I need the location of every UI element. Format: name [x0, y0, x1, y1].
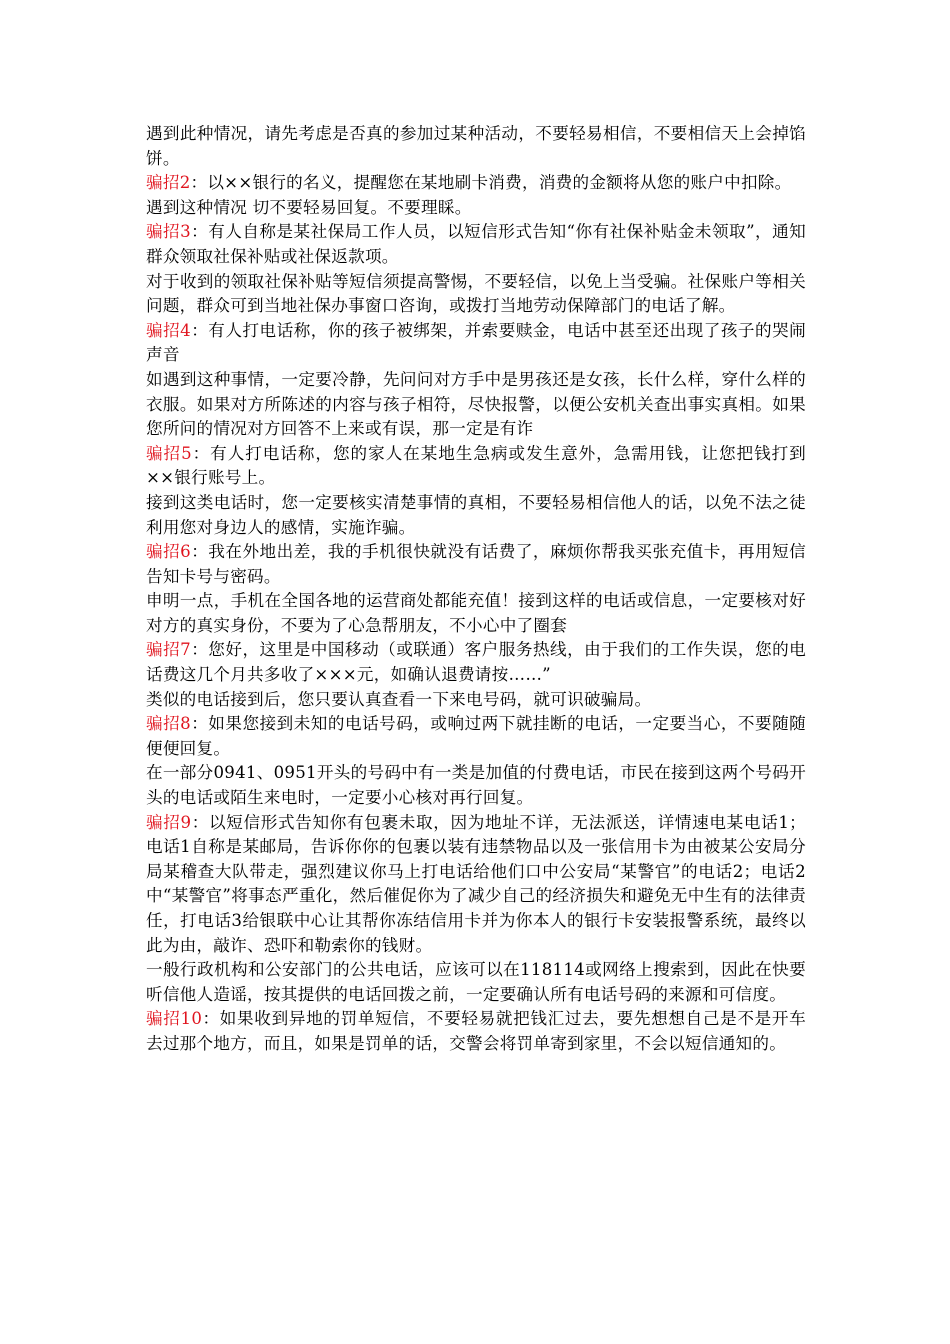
paragraph-text: 遇到这种情况 切不要轻易回复。不要理睬。 [146, 197, 472, 217]
scam-number: 10 [180, 1009, 203, 1029]
scam-paragraph [146, 171, 806, 196]
scam-number: 2 [179, 173, 191, 193]
paragraph-text: 如遇到这种事情，一定要冷静，先问问对方手中是男孩还是女孩，长什么样，穿什么样的衣服。如果对方所陈述的内容与孩子相符，尽快报警，以便公安机关查出事实真相。如果您所问的情况对方回答不上来或有误，那一定是有诈 [146, 369, 806, 439]
paragraph-text: ：有人自称是某社保局工作人员，以短信形式告知“你有社保补贴金未领取”，通知群众领取社保补贴或社保返款项。 [146, 222, 806, 266]
paragraph-text: ：如果您接到未知的电话号码，或响过两下就挂断的电话，一定要当心，不要随随便便回复。 [146, 714, 807, 758]
scam-paragraph [146, 1007, 806, 1056]
scam-label: 骗招 [146, 173, 180, 193]
advice-paragraph [146, 688, 806, 713]
advice-paragraph [146, 589, 806, 638]
scam-paragraph [146, 442, 806, 491]
advice-paragraph [146, 958, 806, 1007]
paragraph-text: ：以短信形式告知你有包裹未取，因为地址不详，无法派送，详情速电某电话1；电话1自称是某邮局，告诉你你的包裹以装有违禁物品以及一张信用卡为由被某公安局分局某稽查大队带走，强烈建议你马上打电话给他们口中公安局“某警官”的电话2；电话2中“某警官”将事态严重化，然后催促你为了减少自己的经济损失和避免无中生有的法律责任，打电话3给银联中心让其帮你冻结信用卡并为你本人的银行卡安装报警系统，最终以此为由，敲诈、恐吓和勒索你的钱财。 [146, 812, 807, 955]
scam-label: 骗招 [146, 640, 181, 660]
scam-label: 骗招 [146, 812, 181, 832]
scam-number: 5 [181, 443, 192, 463]
paragraph-text: ：我在外地出差，我的手机很快就没有话费了，麻烦你帮我买张充值卡，再用短信告知卡号与密码。 [146, 542, 807, 586]
scam-number: 7 [180, 640, 191, 660]
paragraph-text: 对于收到的领取社保补贴等短信须提高警惕，不要轻信，以免上当受骗。社保账户等相关问题，群众可到当地社保办事窗口咨询，或拨打当地劳动保障部门的电话了解。 [146, 271, 806, 316]
paragraph-text: 申明一点，手机在全国各地的运营商处都能充值！接到这样的电话或信息，一定要核对好对方的真实身份，不要为了心急帮朋友，不小心中了圈套 [146, 591, 806, 635]
scam-paragraph [146, 712, 806, 761]
advice-paragraph [146, 270, 806, 319]
paragraph-text: 在一部分0941、0951开头的号码中有一类是加值的付费电话，市民在接到这两个号码开头的电话或陌生来电时，一定要小心核对再行回复。 [146, 763, 806, 808]
advice-paragraph [146, 196, 806, 221]
scam-label: 骗招 [146, 714, 181, 734]
scam-number: 4 [180, 320, 191, 340]
scam-paragraph [146, 811, 806, 959]
paragraph-text: ：如果收到异地的罚单短信，不要轻易就把钱汇过去，要先想想自己是不是开车去过那个地方，而且，如果是罚单的话，交警会将罚单寄到家里，不会以短信通知的。 [146, 1009, 807, 1053]
scam-paragraph [146, 540, 806, 589]
paragraph-text: ：以××银行的名义，提醒您在某地刷卡消费，消费的金额将从您的账户中扣除。 [190, 173, 792, 193]
advice-paragraph [146, 122, 806, 171]
paragraph-text: ：有人打电话称，你的孩子被绑架，并索要赎金，电话中甚至还出现了孩子的哭闹声音 [146, 320, 807, 365]
scam-label: 骗招 [146, 443, 182, 463]
scam-number: 8 [180, 714, 191, 734]
advice-paragraph [146, 368, 806, 442]
paragraph-text: 类似的电话接到后，您只要认真查看一下来电号码，就可识破骗局。 [146, 689, 652, 709]
paragraph-text: 遇到此种情况，请先考虑是否真的参加过某种活动，不要轻易相信，不要相信天上会掉馅饼。 [146, 124, 806, 168]
scam-paragraph [146, 220, 806, 269]
scam-label: 骗招 [146, 1009, 181, 1029]
paragraph-text: ：您好，这里是中国移动（或联通）客户服务热线，由于我们的工作失误，您的电话费这几个月共多收了×××元，如确认退费请按……” [146, 640, 807, 685]
scam-paragraph [146, 319, 806, 368]
scam-number: 3 [180, 222, 191, 242]
scam-paragraph [146, 638, 806, 687]
advice-paragraph [146, 761, 806, 810]
scam-label: 骗招 [146, 542, 181, 562]
document-body [146, 122, 806, 1057]
scam-number: 9 [180, 812, 192, 832]
scam-number: 6 [180, 542, 191, 562]
paragraph-text: 接到这类电话时，您一定要核实清楚事情的真相，不要轻易相信他人的话，以免不法之徒利用您对身边人的感情，实施诈骗。 [146, 492, 806, 537]
paragraph-text: 一般行政机构和公安部门的公共电话，应该可以在118114或网络上搜索到，因此在快要听信他人造谣，按其提供的电话回拨之前，一定要确认所有电话号码的来源和可信度。 [146, 960, 806, 1004]
scam-label: 骗招 [146, 320, 181, 340]
advice-paragraph [146, 491, 806, 540]
paragraph-text: ：有人打电话称，您的家人在某地生急病或发生意外，急需用钱，让您把钱打到××银行账号上。 [146, 443, 807, 488]
scam-label: 骗招 [146, 222, 181, 242]
